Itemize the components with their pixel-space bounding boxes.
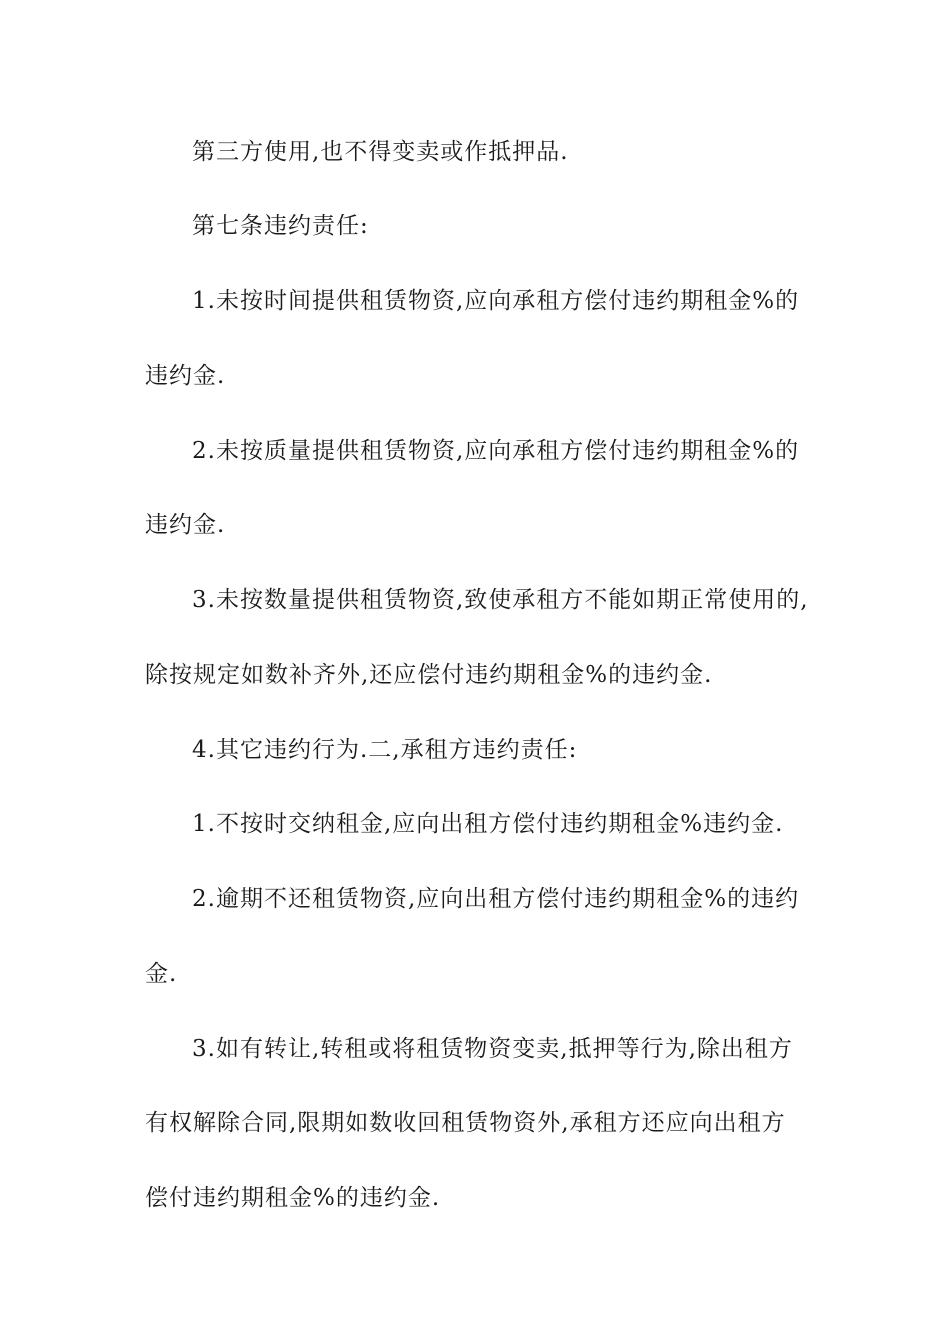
text-line: 3.未按数量提供租赁物资,致使承租方不能如期正常使用的, (192, 587, 809, 613)
text-line: 有权解除合同,限期如数收回租赁物资外,承租方还应向出租方 (145, 1110, 786, 1136)
text-line: 3.如有转让,转租或将租赁物资变卖,抵押等行为,除出租方 (192, 1036, 793, 1062)
text-line: 违约金. (145, 363, 226, 389)
text-line: 2.逾期不还租赁物资,应向出租方偿付违约期租金%的违约 (192, 886, 800, 912)
text-line: 违约金. (145, 512, 226, 538)
text-line: 4.其它违约行为.二,承租方违约责任: (192, 737, 578, 763)
text-line: 1.未按时间提供租赁物资,应向承租方偿付违约期租金%的 (192, 288, 800, 314)
text-line: 第三方使用,也不得变卖或作抵押品. (192, 139, 569, 165)
text-line: 偿付违约期租金%的违约金. (145, 1185, 441, 1211)
text-line: 1.不按时交纳租金,应向出租方偿付违约期租金%违约金. (192, 811, 784, 837)
text-line: 第七条违约责任: (192, 213, 369, 239)
text-line: 金. (145, 961, 178, 987)
text-line: 除按规定如数补齐外,还应偿付违约期租金%的违约金. (145, 662, 713, 688)
text-line: 2.未按质量提供租赁物资,应向承租方偿付违约期租金%的 (192, 438, 800, 464)
